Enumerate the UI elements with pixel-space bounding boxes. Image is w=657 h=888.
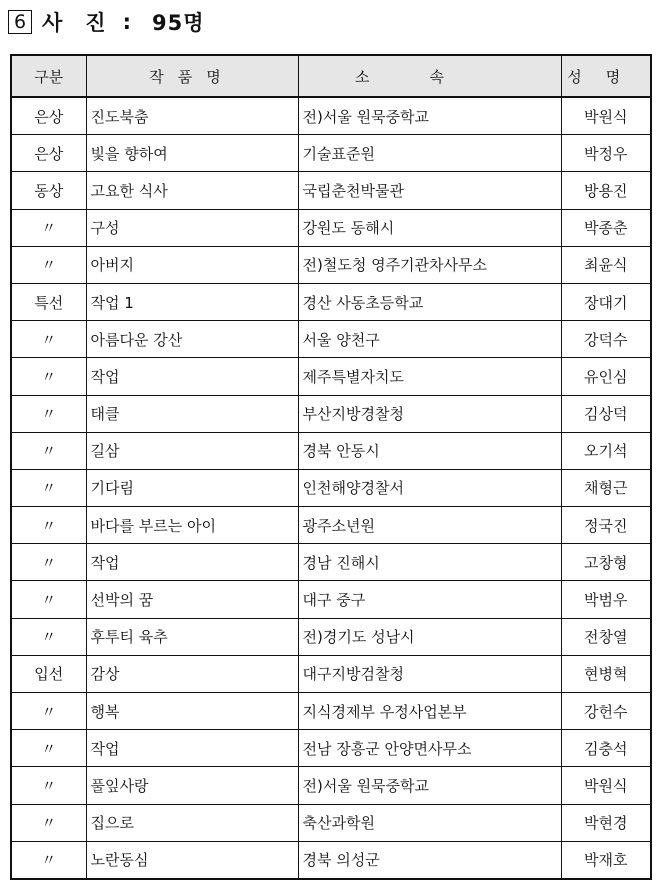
table-row <box>11 209 651 246</box>
header-affiliation-label: 소속 <box>355 67 504 86</box>
affiliation-cell: 경북 안동시 <box>298 432 561 469</box>
grade-cell: 〃 <box>11 767 86 804</box>
name-cell: 고창형 <box>561 544 651 581</box>
header-work-label: 작품명 <box>149 67 235 86</box>
affiliation-cell: 강원도 동해시 <box>298 209 561 246</box>
awards-table <box>10 54 652 880</box>
table-row <box>11 767 651 804</box>
table-row <box>11 618 651 655</box>
affiliation-cell: 전)경기도 성남시 <box>298 618 561 655</box>
name-cell: 장대기 <box>561 283 651 320</box>
table-row <box>11 544 651 581</box>
table-row <box>11 172 651 209</box>
affiliation-cell: 대구지방검찰청 <box>298 655 561 692</box>
grade-cell: 〃 <box>11 395 86 432</box>
name-cell: 방용진 <box>561 172 651 209</box>
work-cell: 감상 <box>86 655 298 692</box>
work-cell: 아름다운 강산 <box>86 321 298 358</box>
affiliation-cell: 제주특별자치도 <box>298 358 561 395</box>
name-cell: 김상덕 <box>561 395 651 432</box>
table-row <box>11 507 651 544</box>
grade-cell: 〃 <box>11 507 86 544</box>
affiliation-cell: 축산과학원 <box>298 804 561 841</box>
affiliation-cell: 서울 양천구 <box>298 321 561 358</box>
header-affiliation <box>298 55 561 97</box>
work-cell: 빛을 향하여 <box>86 135 298 172</box>
grade-cell: 〃 <box>11 246 86 283</box>
table-row <box>11 135 651 172</box>
work-cell: 선박의 꿈 <box>86 581 298 618</box>
table-row <box>11 804 651 841</box>
work-cell: 길삼 <box>86 432 298 469</box>
grade-cell: 〃 <box>11 804 86 841</box>
work-cell: 기다림 <box>86 469 298 506</box>
header-name <box>561 55 651 97</box>
grade-cell: 〃 <box>11 321 86 358</box>
title-word-1: 사 <box>42 11 64 35</box>
title-word-2: 진 <box>85 11 107 35</box>
name-cell: 박재호 <box>561 841 651 879</box>
name-cell: 강덕수 <box>561 321 651 358</box>
name-cell: 강헌수 <box>561 693 651 730</box>
work-cell: 후투티 육추 <box>86 618 298 655</box>
affiliation-cell: 국립춘천박물관 <box>298 172 561 209</box>
table-row <box>11 655 651 692</box>
affiliation-cell: 전)서울 원묵중학교 <box>298 97 561 135</box>
grade-cell: 입선 <box>11 655 86 692</box>
grade-cell: 특선 <box>11 283 86 320</box>
affiliation-cell: 기술표준원 <box>298 135 561 172</box>
grade-cell: 〃 <box>11 209 86 246</box>
affiliation-cell: 대구 중구 <box>298 581 561 618</box>
name-cell: 전창열 <box>561 618 651 655</box>
name-cell: 채형근 <box>561 469 651 506</box>
affiliation-cell: 부산지방경찰청 <box>298 395 561 432</box>
header-grade <box>11 55 86 97</box>
work-cell: 행복 <box>86 693 298 730</box>
table-row <box>11 693 651 730</box>
grade-cell: 〃 <box>11 581 86 618</box>
affiliation-cell: 전남 장흥군 안양면사무소 <box>298 730 561 767</box>
table-header-row <box>11 55 651 97</box>
affiliation-cell: 전)서울 원묵중학교 <box>298 767 561 804</box>
work-cell: 태클 <box>86 395 298 432</box>
name-cell: 박원식 <box>561 767 651 804</box>
name-cell: 현병혁 <box>561 655 651 692</box>
grade-cell: 〃 <box>11 730 86 767</box>
table-row <box>11 358 651 395</box>
work-cell: 집으로 <box>86 804 298 841</box>
affiliation-cell: 경산 사동초등학교 <box>298 283 561 320</box>
name-cell: 오기석 <box>561 432 651 469</box>
header-work <box>86 55 298 97</box>
header-grade-label: 구분 <box>34 67 64 86</box>
name-cell: 박정우 <box>561 135 651 172</box>
table-row <box>11 581 651 618</box>
work-cell: 작업 1 <box>86 283 298 320</box>
grade-cell: 동상 <box>11 172 86 209</box>
table-row <box>11 283 651 320</box>
grade-cell: 〃 <box>11 841 86 879</box>
name-cell: 박원식 <box>561 97 651 135</box>
section-number-box: 6 <box>8 10 32 34</box>
table-row <box>11 841 651 879</box>
table-row <box>11 432 651 469</box>
table-row <box>11 246 651 283</box>
table-row <box>11 395 651 432</box>
work-cell: 작업 <box>86 544 298 581</box>
name-cell: 김충석 <box>561 730 651 767</box>
affiliation-cell: 광주소년원 <box>298 507 561 544</box>
work-cell: 작업 <box>86 358 298 395</box>
work-cell: 아버지 <box>86 246 298 283</box>
work-cell: 바다를 부르는 아이 <box>86 507 298 544</box>
work-cell: 진도북춤 <box>86 97 298 135</box>
affiliation-cell: 경남 진해시 <box>298 544 561 581</box>
affiliation-cell: 인천해양경찰서 <box>298 469 561 506</box>
table-body <box>11 97 651 879</box>
header-name-label: 성명 <box>567 67 645 86</box>
work-cell: 구성 <box>86 209 298 246</box>
title-colon: : <box>122 10 132 34</box>
affiliation-cell: 경북 의성군 <box>298 841 561 879</box>
table-row <box>11 97 651 135</box>
section-title <box>8 7 205 37</box>
title-count: 95명 <box>152 11 205 35</box>
name-cell: 유인심 <box>561 358 651 395</box>
affiliation-cell: 전)철도청 영주기관차사무소 <box>298 246 561 283</box>
name-cell: 박현경 <box>561 804 651 841</box>
grade-cell: 〃 <box>11 618 86 655</box>
grade-cell: 〃 <box>11 469 86 506</box>
work-cell: 고요한 식사 <box>86 172 298 209</box>
grade-cell: 〃 <box>11 358 86 395</box>
work-cell: 작업 <box>86 730 298 767</box>
grade-cell: 은상 <box>11 135 86 172</box>
grade-cell: 〃 <box>11 432 86 469</box>
name-cell: 박종춘 <box>561 209 651 246</box>
table-row <box>11 730 651 767</box>
work-cell: 풀잎사랑 <box>86 767 298 804</box>
name-cell: 박범우 <box>561 581 651 618</box>
table-row <box>11 321 651 358</box>
affiliation-cell: 지식경제부 우정사업본부 <box>298 693 561 730</box>
name-cell: 최윤식 <box>561 246 651 283</box>
grade-cell: 〃 <box>11 693 86 730</box>
grade-cell: 은상 <box>11 97 86 135</box>
grade-cell: 〃 <box>11 544 86 581</box>
table-row <box>11 469 651 506</box>
name-cell: 정국진 <box>561 507 651 544</box>
work-cell: 노란동심 <box>86 841 298 879</box>
